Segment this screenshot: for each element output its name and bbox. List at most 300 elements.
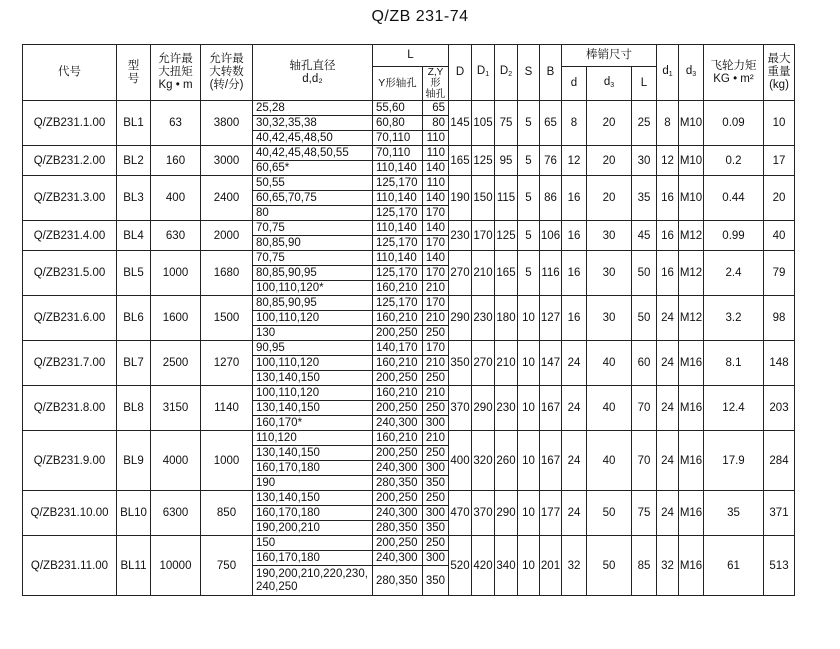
col-d3: M10	[679, 101, 704, 146]
table-row	[23, 431, 795, 446]
cell-speed: 2400	[201, 176, 253, 221]
header-d3-sub: 3	[692, 70, 697, 78]
cell-bore: 130	[253, 326, 373, 341]
col-B: 127	[540, 296, 562, 341]
cell-L-y: 280,350	[373, 521, 423, 536]
header-speed: 允许最 大转数 (转/分)	[201, 45, 253, 101]
col-pin-L: 50	[632, 251, 657, 296]
col-weight: 148	[764, 341, 795, 386]
col-weight: 371	[764, 491, 795, 536]
col-flywheel: 12.4	[704, 386, 764, 431]
col-d1: 12	[657, 146, 679, 176]
cell-bore: 90,95	[253, 341, 373, 356]
cell-bore: 30,32,35,38	[253, 116, 373, 131]
cell-speed: 1140	[201, 386, 253, 431]
cell-L-zy: 250	[423, 401, 449, 416]
cell-bore: 100,110,120*	[253, 281, 373, 296]
cell-L-y: 200,250	[373, 371, 423, 386]
col-D1: 290	[472, 386, 495, 431]
col-D2: 290	[495, 491, 518, 536]
col-D1: 105	[472, 101, 495, 146]
cell-L-y: 125,170	[373, 176, 423, 191]
cell-L-y: 55,60	[373, 101, 423, 116]
cell-L-y: 125,170	[373, 206, 423, 221]
col-S: 10	[518, 431, 540, 491]
header-pin-d3-sub: 3	[610, 81, 615, 89]
cell-torque: 6300	[151, 491, 201, 536]
cell-model: BL8	[117, 386, 151, 431]
cell-L-y: 200,250	[373, 491, 423, 506]
col-flywheel: 0.2	[704, 146, 764, 176]
col-pin-L: 50	[632, 296, 657, 341]
cell-L-y: 140,170	[373, 341, 423, 356]
cell-L-zy: 250	[423, 446, 449, 461]
col-d3: M16	[679, 341, 704, 386]
cell-L-y: 200,250	[373, 536, 423, 551]
cell-L-zy: 210	[423, 431, 449, 446]
col-pin-d: 12	[562, 146, 587, 176]
col-d1: 24	[657, 296, 679, 341]
cell-speed: 850	[201, 491, 253, 536]
cell-bore: 70,75	[253, 251, 373, 266]
col-d1: 24	[657, 431, 679, 491]
col-flywheel: 35	[704, 491, 764, 536]
header-B: B	[540, 45, 562, 101]
cell-bore: 25,28	[253, 101, 373, 116]
cell-L-zy: 250	[423, 371, 449, 386]
header-D2-sub: 2	[508, 70, 513, 78]
col-d1: 24	[657, 491, 679, 536]
cell-model: BL4	[117, 221, 151, 251]
col-S: 10	[518, 341, 540, 386]
cell-bore: 190,200,210	[253, 521, 373, 536]
col-pin-L: 30	[632, 146, 657, 176]
cell-bore: 80,85,90	[253, 236, 373, 251]
col-pin-d3: 30	[587, 296, 632, 341]
cell-model: BL6	[117, 296, 151, 341]
table-row	[23, 146, 795, 161]
table-row	[23, 296, 795, 311]
cell-code: Q/ZB231.6.00	[23, 296, 117, 341]
header-flywheel: 飞轮力矩 KG • m²	[704, 45, 764, 101]
header-S: S	[518, 45, 540, 101]
cell-L-y: 110,140	[373, 221, 423, 236]
cell-L-zy: 80	[423, 116, 449, 131]
col-pin-L: 70	[632, 431, 657, 491]
col-D2: 115	[495, 176, 518, 221]
header-d1	[657, 45, 679, 101]
col-S: 5	[518, 176, 540, 221]
table-row	[23, 176, 795, 191]
cell-bore: 50,55	[253, 176, 373, 191]
cell-L-y: 70,110	[373, 131, 423, 146]
cell-L-y: 200,250	[373, 326, 423, 341]
col-D: 190	[449, 176, 472, 221]
col-pin-d: 16	[562, 296, 587, 341]
cell-L-zy: 140	[423, 221, 449, 236]
cell-L-y: 160,210	[373, 281, 423, 296]
col-D: 145	[449, 101, 472, 146]
col-weight: 40	[764, 221, 795, 251]
col-D2: 230	[495, 386, 518, 431]
cell-bore: 80	[253, 206, 373, 221]
col-D: 400	[449, 431, 472, 491]
col-D2: 75	[495, 101, 518, 146]
col-S: 5	[518, 101, 540, 146]
cell-L-zy: 350	[423, 476, 449, 491]
table-row	[23, 251, 795, 266]
cell-L-zy: 210	[423, 311, 449, 326]
col-D1: 230	[472, 296, 495, 341]
cell-bore: 80,85,90,95	[253, 296, 373, 311]
col-pin-d3: 40	[587, 341, 632, 386]
cell-L-zy: 350	[423, 566, 449, 596]
col-D2: 210	[495, 341, 518, 386]
cell-L-y: 110,140	[373, 191, 423, 206]
cell-bore: 160,170,180	[253, 506, 373, 521]
spec-body	[23, 101, 795, 596]
col-pin-d: 24	[562, 491, 587, 536]
header-model: 型 号	[117, 45, 151, 101]
header-D1	[472, 45, 495, 101]
coupling-spec-table	[22, 44, 795, 596]
col-weight: 513	[764, 536, 795, 596]
col-B: 167	[540, 431, 562, 491]
col-weight: 10	[764, 101, 795, 146]
header-weight: 最大 重量 (kg)	[764, 45, 795, 101]
cell-model: BL10	[117, 491, 151, 536]
cell-bore: 160,170,180	[253, 461, 373, 476]
cell-bore: 70,75	[253, 221, 373, 236]
col-pin-d: 16	[562, 176, 587, 221]
col-d3: M16	[679, 491, 704, 536]
cell-code: Q/ZB231.7.00	[23, 341, 117, 386]
header-d3	[679, 45, 704, 101]
col-D: 370	[449, 386, 472, 431]
cell-bore: 160,170,180	[253, 551, 373, 566]
col-D2: 125	[495, 221, 518, 251]
cell-torque: 400	[151, 176, 201, 221]
cell-torque: 63	[151, 101, 201, 146]
cell-bore: 40,42,45,48,50,55	[253, 146, 373, 161]
cell-code: Q/ZB231.2.00	[23, 146, 117, 176]
cell-code: Q/ZB231.3.00	[23, 176, 117, 221]
cell-bore: 160,170*	[253, 416, 373, 431]
cell-L-zy: 210	[423, 386, 449, 401]
cell-L-zy: 110	[423, 176, 449, 191]
col-D1: 320	[472, 431, 495, 491]
col-pin-d: 32	[562, 536, 587, 596]
cell-L-zy: 110	[423, 146, 449, 161]
col-flywheel: 2.4	[704, 251, 764, 296]
cell-bore: 60,65*	[253, 161, 373, 176]
cell-L-y: 160,210	[373, 311, 423, 326]
col-B: 116	[540, 251, 562, 296]
col-pin-d3: 40	[587, 386, 632, 431]
col-d1: 24	[657, 386, 679, 431]
cell-bore: 60,65,70,75	[253, 191, 373, 206]
cell-code: Q/ZB231.1.00	[23, 101, 117, 146]
col-d3: M16	[679, 386, 704, 431]
table-row	[23, 386, 795, 401]
table-row	[23, 341, 795, 356]
cell-speed: 750	[201, 536, 253, 596]
col-weight: 284	[764, 431, 795, 491]
cell-L-zy: 140	[423, 191, 449, 206]
col-pin-d3: 30	[587, 251, 632, 296]
cell-bore: 130,140,150	[253, 371, 373, 386]
col-D1: 210	[472, 251, 495, 296]
col-pin-d3: 20	[587, 146, 632, 176]
col-pin-d: 24	[562, 341, 587, 386]
cell-L-y: 280,350	[373, 566, 423, 596]
col-d3: M16	[679, 536, 704, 596]
cell-bore: 190	[253, 476, 373, 491]
header-bore: 轴孔直径 d,d₂	[253, 45, 373, 101]
col-weight: 203	[764, 386, 795, 431]
cell-bore: 130,140,150	[253, 491, 373, 506]
header-pin-d3-letter: d	[603, 75, 611, 88]
col-weight: 20	[764, 176, 795, 221]
header-L: L	[373, 45, 449, 67]
header-D: D	[449, 45, 472, 101]
col-pin-d: 24	[562, 431, 587, 491]
cell-torque: 3150	[151, 386, 201, 431]
cell-torque: 1600	[151, 296, 201, 341]
cell-L-y: 200,250	[373, 401, 423, 416]
document-title: Q/ZB 231-74	[371, 8, 469, 25]
table-row	[23, 536, 795, 551]
cell-L-y: 60,80	[373, 116, 423, 131]
col-d3: M10	[679, 146, 704, 176]
col-B: 201	[540, 536, 562, 596]
col-d3: M12	[679, 251, 704, 296]
col-d1: 16	[657, 221, 679, 251]
col-D1: 125	[472, 146, 495, 176]
cell-torque: 630	[151, 221, 201, 251]
cell-L-zy: 300	[423, 461, 449, 476]
col-weight: 79	[764, 251, 795, 296]
col-S: 10	[518, 536, 540, 596]
cell-L-y: 160,210	[373, 431, 423, 446]
cell-speed: 1680	[201, 251, 253, 296]
col-B: 106	[540, 221, 562, 251]
cell-L-zy: 250	[423, 536, 449, 551]
col-D: 470	[449, 491, 472, 536]
col-pin-d: 16	[562, 251, 587, 296]
col-D1: 270	[472, 341, 495, 386]
cell-code: Q/ZB231.11.00	[23, 536, 117, 596]
cell-model: BL1	[117, 101, 151, 146]
col-S: 10	[518, 386, 540, 431]
col-pin-d3: 50	[587, 491, 632, 536]
cell-L-y: 160,210	[373, 356, 423, 371]
cell-speed: 2000	[201, 221, 253, 251]
col-D2: 180	[495, 296, 518, 341]
table-row	[23, 491, 795, 506]
col-pin-L: 35	[632, 176, 657, 221]
header-pin: 棒销尺寸	[562, 45, 657, 67]
cell-speed: 1500	[201, 296, 253, 341]
header-L-zy: Z,Y形 轴孔	[423, 67, 449, 101]
col-D1: 150	[472, 176, 495, 221]
cell-torque: 2500	[151, 341, 201, 386]
col-pin-L: 60	[632, 341, 657, 386]
header-code: 代号	[23, 45, 117, 101]
cell-torque: 1000	[151, 251, 201, 296]
cell-bore: 130,140,150	[253, 446, 373, 461]
col-S: 10	[518, 491, 540, 536]
cell-bore: 130,140,150	[253, 401, 373, 416]
cell-torque: 160	[151, 146, 201, 176]
cell-L-zy: 140	[423, 161, 449, 176]
col-D2: 95	[495, 146, 518, 176]
cell-speed: 3000	[201, 146, 253, 176]
col-weight: 98	[764, 296, 795, 341]
cell-code: Q/ZB231.5.00	[23, 251, 117, 296]
header-D2	[495, 45, 518, 101]
cell-L-y: 110,140	[373, 251, 423, 266]
cell-L-zy: 250	[423, 326, 449, 341]
cell-L-zy: 300	[423, 416, 449, 431]
col-D1: 170	[472, 221, 495, 251]
cell-L-zy: 170	[423, 266, 449, 281]
col-pin-d3: 50	[587, 536, 632, 596]
cell-code: Q/ZB231.4.00	[23, 221, 117, 251]
cell-speed: 3800	[201, 101, 253, 146]
col-pin-d: 16	[562, 221, 587, 251]
col-d1: 8	[657, 101, 679, 146]
col-B: 86	[540, 176, 562, 221]
col-weight: 17	[764, 146, 795, 176]
col-B: 65	[540, 101, 562, 146]
col-pin-d: 8	[562, 101, 587, 146]
col-B: 76	[540, 146, 562, 176]
cell-L-y: 160,210	[373, 386, 423, 401]
header-d1-sub: 1	[668, 70, 673, 78]
cell-torque: 4000	[151, 431, 201, 491]
col-d3: M10	[679, 176, 704, 221]
cell-bore: 80,85,90,95	[253, 266, 373, 281]
cell-speed: 1000	[201, 431, 253, 491]
col-S: 5	[518, 251, 540, 296]
col-d1: 16	[657, 251, 679, 296]
cell-bore: 190,200,210,220,230, 240,250	[253, 566, 373, 596]
table-row	[23, 221, 795, 236]
cell-bore: 100,110,120	[253, 356, 373, 371]
cell-torque: 10000	[151, 536, 201, 596]
cell-L-zy: 210	[423, 281, 449, 296]
col-flywheel: 0.44	[704, 176, 764, 221]
cell-L-y: 70,110	[373, 146, 423, 161]
col-S: 10	[518, 296, 540, 341]
col-D1: 420	[472, 536, 495, 596]
col-pin-d: 24	[562, 386, 587, 431]
col-d1: 16	[657, 176, 679, 221]
col-flywheel: 0.99	[704, 221, 764, 251]
cell-L-zy: 250	[423, 491, 449, 506]
cell-L-zy: 210	[423, 356, 449, 371]
cell-bore: 110,120	[253, 431, 373, 446]
col-D: 290	[449, 296, 472, 341]
cell-L-zy: 110	[423, 131, 449, 146]
cell-bore: 40,42,45,48,50	[253, 131, 373, 146]
col-pin-d3: 20	[587, 101, 632, 146]
col-D2: 165	[495, 251, 518, 296]
cell-model: BL9	[117, 431, 151, 491]
col-B: 147	[540, 341, 562, 386]
cell-L-y: 125,170	[373, 266, 423, 281]
header-torque: 允许最 大扭矩 Kg • m	[151, 45, 201, 101]
col-D: 165	[449, 146, 472, 176]
col-D: 520	[449, 536, 472, 596]
header-d3-letter: d	[685, 64, 693, 77]
col-pin-d3: 20	[587, 176, 632, 221]
cell-bore: 100,110,120	[253, 311, 373, 326]
col-flywheel: 0.09	[704, 101, 764, 146]
cell-code: Q/ZB231.10.00	[23, 491, 117, 536]
cell-code: Q/ZB231.9.00	[23, 431, 117, 491]
col-D: 230	[449, 221, 472, 251]
header-d1-letter: d	[662, 64, 669, 77]
col-D2: 340	[495, 536, 518, 596]
cell-bore: 150	[253, 536, 373, 551]
cell-L-zy: 300	[423, 506, 449, 521]
cell-L-zy: 170	[423, 341, 449, 356]
cell-code: Q/ZB231.8.00	[23, 386, 117, 431]
cell-bore: 100,110,120	[253, 386, 373, 401]
cell-L-zy: 170	[423, 296, 449, 311]
header-D2-letter: D	[499, 64, 509, 77]
col-flywheel: 61	[704, 536, 764, 596]
cell-L-zy: 350	[423, 521, 449, 536]
cell-L-zy: 170	[423, 206, 449, 221]
cell-L-zy: 170	[423, 236, 449, 251]
col-d1: 32	[657, 536, 679, 596]
cell-speed: 1270	[201, 341, 253, 386]
cell-model: BL3	[117, 176, 151, 221]
table-row	[23, 101, 795, 116]
cell-L-y: 110,140	[373, 161, 423, 176]
cell-model: BL7	[117, 341, 151, 386]
col-D: 270	[449, 251, 472, 296]
header-pin-L: L	[632, 67, 657, 101]
cell-L-y: 240,300	[373, 416, 423, 431]
col-pin-L: 75	[632, 491, 657, 536]
col-S: 5	[518, 221, 540, 251]
cell-L-y: 125,170	[373, 296, 423, 311]
cell-L-y: 240,300	[373, 461, 423, 476]
header-D1-letter: D	[476, 64, 486, 77]
cell-L-zy: 300	[423, 551, 449, 566]
header-pin-d3	[587, 67, 632, 101]
cell-L-y: 280,350	[373, 476, 423, 491]
col-pin-L: 70	[632, 386, 657, 431]
col-d3: M12	[679, 296, 704, 341]
col-d1: 24	[657, 341, 679, 386]
col-D2: 260	[495, 431, 518, 491]
header-D1-sub: 1	[485, 70, 490, 78]
col-flywheel: 3.2	[704, 296, 764, 341]
cell-model: BL5	[117, 251, 151, 296]
cell-L-y: 240,300	[373, 551, 423, 566]
cell-model: BL2	[117, 146, 151, 176]
col-d3: M12	[679, 221, 704, 251]
col-B: 177	[540, 491, 562, 536]
col-D: 350	[449, 341, 472, 386]
header-pin-d: d	[562, 67, 587, 101]
col-flywheel: 17.9	[704, 431, 764, 491]
